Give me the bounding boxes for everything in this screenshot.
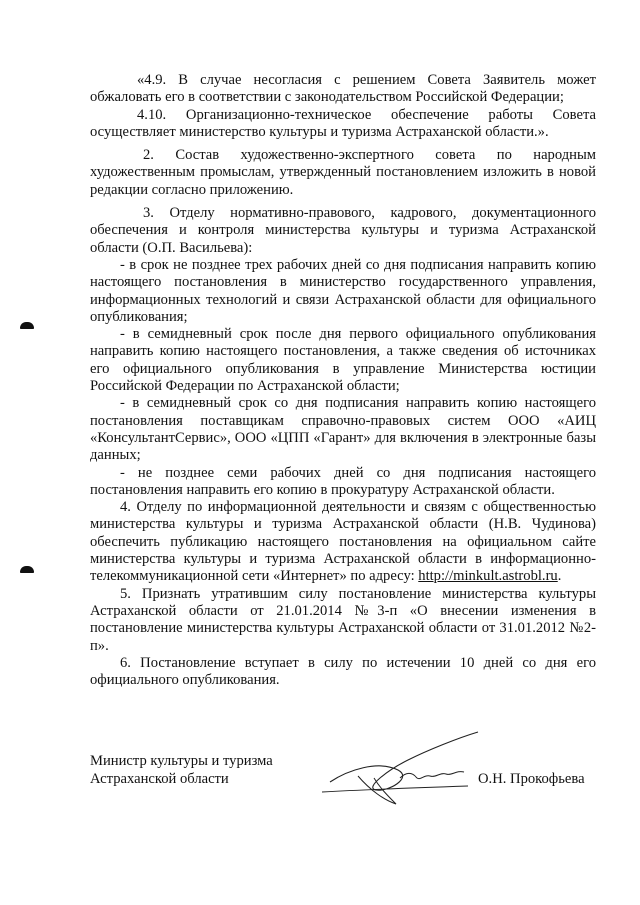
paragraph-3: 3. Отделу нормативно-правового, кадрового, документационного обеспечения и контроля министерства культуры и туризма Астраханской области (О.П. Васильева): [90,205,596,256]
margin-mark-lower [20,566,34,573]
document-body [90,72,596,689]
paragraph-5: 5. Признать утратившим силу постановление министерства культуры Астраханской области от 21.01.2014 №3-п «О внесении изменения в постановление министерства культуры Астраханской области от 31.01.2012 №2-п». [90,585,596,654]
paragraph-6: 6. Постановление вступает в силу по истечении 10 дней со дня его официального опубликования. [90,654,596,689]
paragraph-4-10: 4.10. Организационно-техническое обеспечение работы Совета осуществляет министерство культуры и туризма Астраханской области.». [90,106,596,140]
handwritten-signature [318,730,488,810]
bullet-item: - в срок не позднее трех рабочих дней со дня подписания направить копию настоящего постановления в министерство государственного управления, информационных технологий и связи Астраханской области для официального опубликования; [90,256,596,325]
website-link-suffix: . [557,568,562,585]
signature-block [90,752,596,812]
bullet-item: - в семидневный срок со дня подписания направить копию настоящего постановления поставщикам справочно-правовых систем ООО «АИЦ «КонсультантСервис», ООО «ЦПП «Гарант» для включения в электронные базы данных; [90,395,596,464]
margin-mark-upper [20,322,34,329]
bullet-item: - не позднее семи рабочих дней со дня подписания настоящего постановления направить его копию в прокуратуру Астраханской области. [90,464,596,498]
paragraph-2: 2. Состав художественно-экспертного совета по народным художественным промыслам, утвержденный постановлением изложить в новой редакции согласно приложению. [90,147,596,198]
signer-title: Министр культуры и туризма Астраханской области [90,753,273,787]
paragraph-4-text: 4. Отделу по информационной деятельности и связям с общественностью министерства культуры и туризма Астраханской области (Н.В. Чудинова) обеспечить публикацию настоящего постановления на официальном сайте министерства культуры и туризма Астраханской области в информационно-телекоммуникационной сети «Интернет» по адресу: [90,499,596,585]
paragraph-4-9: «4.9. В случае несогласия с решением Совета Заявитель может обжаловать его в соответствии с законодательством Российской Федерации; [90,72,596,106]
signer-name: О.Н. Прокофьева [478,771,585,787]
paragraph-4 [90,499,596,585]
website-link[interactable]: http://minkult.astrobl.ru [418,568,558,585]
bullet-item: - в семидневный срок после дня первого официального опубликования направить копию настоящего постановления, а также сведения об источниках его официального опубликования в управление Министерства юстиции Российской Федерации по Астраханской области; [90,326,596,395]
